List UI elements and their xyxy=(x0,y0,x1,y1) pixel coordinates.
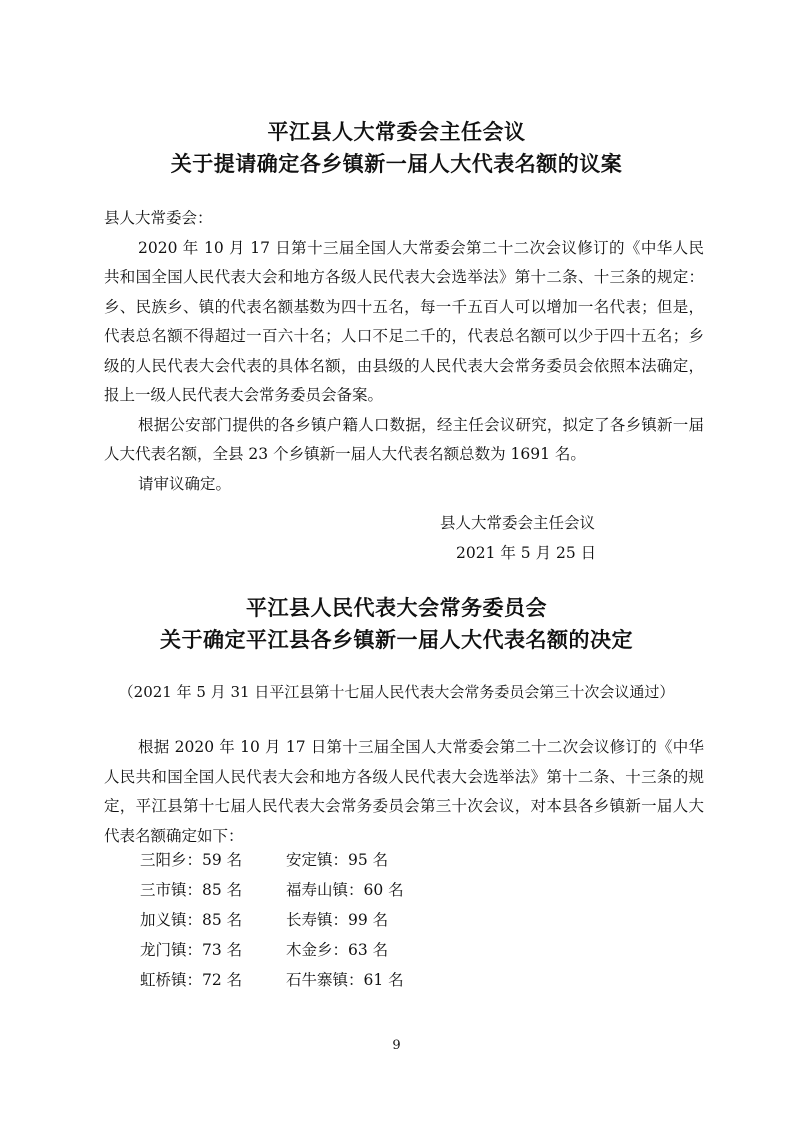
motion-title-line1: 平江县人大常委会主任会议 xyxy=(267,120,526,144)
decision-title xyxy=(0,592,793,656)
quota-row xyxy=(140,875,404,905)
signature-date: 2021 年 5 月 25 日 xyxy=(456,544,597,562)
motion-paragraph: 2020 年 10 月 17 日第十三届全国人大常委会第二十二次会议修订的《中华人民共和国全国人民代表大会和地方各级人民代表大会选举法》第十二条、十三条的规定：乡、民族乡、镇的代表名额基数为四十五名，每一千五百人可以增加一名代表；但是，代表总名额不得超过一百六十名；人口不足二千的，代表总名额可以少于四十五名；乡级的人民代表大会代表的具体名额，由县级的人民代表大会常务委员会依照本法确定，报上一级人民代表大会常务委员会备案。 xyxy=(104,238,704,404)
quota-row xyxy=(140,935,404,965)
quota-item: 龙门镇：73 名 xyxy=(140,941,243,959)
quota-item: 木金乡：63 名 xyxy=(286,941,389,959)
motion-body xyxy=(104,204,704,499)
motion-paragraph: 请审议确定。 xyxy=(138,474,232,493)
decision-body xyxy=(104,733,704,851)
quota-item: 石牛寨镇：61 名 xyxy=(286,971,404,989)
adopted-note: （2021 年 5 月 31 日平江县第十七届人民代表大会常务委员会第三十次会议通过） xyxy=(118,683,675,701)
motion-title xyxy=(0,116,793,180)
quota-item: 福寿山镇：60 名 xyxy=(286,881,404,899)
motion-paragraph: 根据公安部门提供的各乡镇户籍人口数据，经主任会议研究，拟定了各乡镇新一届人大代表名额，全县 23 个乡镇新一届人大代表名额总数为 1691 名。 xyxy=(104,415,704,463)
quota-item: 虹桥镇：72 名 xyxy=(140,971,243,989)
decision-paragraph: 根据 2020 年 10 月 17 日第十三届全国人大常委会第二十二次会议修订的《中华人民共和国全国人民代表大会和地方各级人民代表大会选举法》第十二条、十三条的规定，平江县第十七届人民代表大会常务委员会第三十次会议，对本县各乡镇新一届人大代表名额确定如下： xyxy=(104,738,704,845)
signature: 县人大常委会主任会议 xyxy=(440,514,596,532)
quota-item: 安定镇：95 名 xyxy=(286,851,389,869)
quota-item: 三阳乡：59 名 xyxy=(140,851,243,869)
decision-title-line1: 平江县人民代表大会常务委员会 xyxy=(246,596,547,620)
salutation: 县人大常委会： xyxy=(104,209,213,227)
quota-item: 三市镇：85 名 xyxy=(140,881,243,899)
page-number: 9 xyxy=(392,1038,401,1053)
quota-list xyxy=(140,845,404,995)
quota-row xyxy=(140,965,404,995)
quota-item: 长寿镇：99 名 xyxy=(286,911,389,929)
motion-title-line2: 关于提请确定各乡镇新一届人大代表名额的议案 xyxy=(170,152,623,176)
decision-title-line2: 关于确定平江县各乡镇新一届人大代表名额的决定 xyxy=(160,628,633,652)
quota-item: 加义镇：85 名 xyxy=(140,911,243,929)
quota-row xyxy=(140,905,404,935)
quota-row xyxy=(140,845,404,875)
